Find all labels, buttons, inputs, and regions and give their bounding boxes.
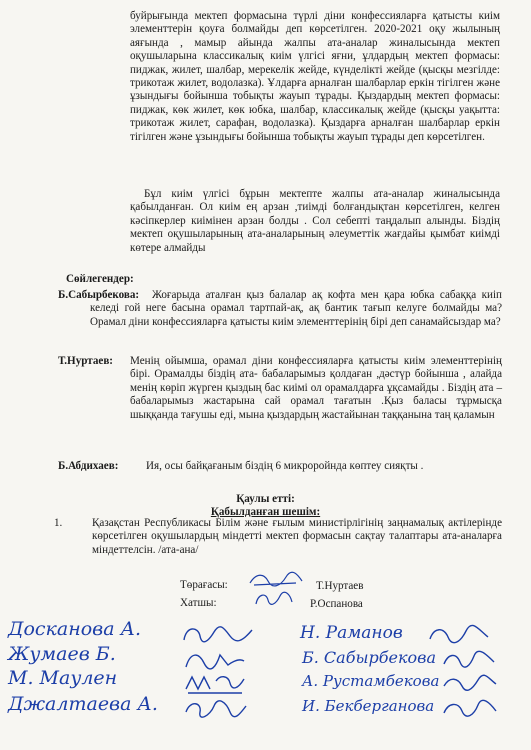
handwritten-signature — [180, 671, 250, 697]
handwritten-name: Жумаев Б. — [8, 643, 116, 665]
handwritten-name: А. Рустамбекова — [302, 672, 440, 690]
paragraph-school-uniform: буйрығында мектеп формасына түрлі діни конфессияларға қатысты киім элементтерін қоуға болмайды деп көрсетілген. 2020-2021 оқу жылының аяғында , мамыр айында жалпы ата-аналар жиналысында мектеп оқушыларына классикалық киім үлгісі яғни, ұлдардың мектеп формасы: пиджак, жилет, шалбар, мерекелік жейде, күнделікті жейде (қысқы мезгілде: трикотаж жилет, водолазка). Ұлдарға арналған шалбарлар еркін тігілген және ұзындығы бойынша тобықты жауып тұрады. Қыздардың мектеп формасы: пиджак, көк жилет, көк юбка, шалбар, классикалық жейде (қысқы уақытта: трикотаж жилет, сарафан, водолазка). Қыздарға арналған шалбарлар еркін тігілген және ұзындығы бойынша тобықты жауып тұрады деп көрсетілген. — [130, 10, 500, 143]
speaker-text: Менің ойымша, орамал діни конфессияларға қатысты киім элементтерінің бірі. Орамалды біздің ата- бабаларымыз қолдаған ,дәстүр бойынша , алайда менің көріп жүрген қыздың бас киімі ол орамалдарға ұқсамайды . Біздің ата –бабаларымыз жастарына сай орамал тағатын .Қыз баласы тұрмысқа шыққанда тағушы еді, мына қыздардың жастайынан таққанына таң қаламын — [130, 355, 502, 421]
speaker-text: Ия, осы байқағаным біздің 6 микроройнда көптеу сияқты . — [146, 460, 424, 472]
decision-title: Қаулы етті: — [236, 493, 295, 505]
handwritten-name: Б. Сабырбекова — [302, 648, 437, 667]
handwritten-signature — [440, 672, 500, 696]
decision-subtitle: Қабылданған шешім: — [210, 506, 321, 518]
handwritten-name: Джалтаева А. — [8, 693, 158, 715]
speaker-text: Жоғарыда аталған қыз балалар ақ кофта мен қара юбка сабаққа киіп келеді гой неге басына орамал тартпай-ақ, ақ бантик тағып келуге болмайды ма? Орамал діни конфессияларға қатысты киім элементтерінің бірі деп санамайсыздар ма? — [90, 289, 502, 328]
handwritten-name: Досканова А. — [8, 618, 142, 640]
chair-signature — [246, 571, 306, 589]
speakers-heading: Сөйлегендер: — [66, 273, 134, 285]
handwritten-name: Н. Раманов — [300, 623, 403, 643]
secretary-signature — [252, 590, 296, 608]
speaker-name: Б.Абдихаев: — [58, 460, 119, 472]
handwritten-name: М. Маулен — [8, 667, 118, 689]
speaker-name: Б.Сабырбекова: — [58, 289, 140, 301]
handwritten-signature — [180, 647, 250, 673]
secretary-name: Р.Оспанова — [310, 598, 363, 610]
handwritten-signature — [440, 648, 500, 672]
handwritten-signature — [440, 697, 500, 721]
handwritten-signature — [424, 623, 494, 647]
speaker-name: Т.Нуртаев: — [58, 355, 114, 367]
secretary-label: Хатшы: — [180, 597, 217, 609]
handwritten-signature — [180, 696, 250, 722]
chair-label: Төрағасы: — [180, 579, 228, 591]
handwritten-signature — [178, 622, 258, 648]
paragraph-parents-meeting: Бұл киім үлгісі бұрын мектепте жалпы ата-аналар жиналысында қабылданған. Ол киім ең арзан ,тиімді болғандықтан көрсетілген, келген кәсіпкерлер киімінен арзан болды . Сол себепті таңдалып алынды. Біздің мектеп оқушыларының ата-аналарының әлеуметтік жағдайы қымбат киімді көтере алмайды — [130, 188, 500, 254]
chair-name: Т.Нуртаев — [316, 580, 364, 592]
decision-item-number: 1. — [54, 517, 63, 529]
decision-item-text: Қазақстан Республикасы Білім және ғылым министірлігінің заңнамалық актілерінде көрсетілген оқушылардың міндетті мектеп формасын сақтау талаптары ата-аналарға міндеттелсін. /ата-ана/ — [92, 517, 502, 556]
handwritten-name: И. Бекберганова — [302, 697, 435, 715]
